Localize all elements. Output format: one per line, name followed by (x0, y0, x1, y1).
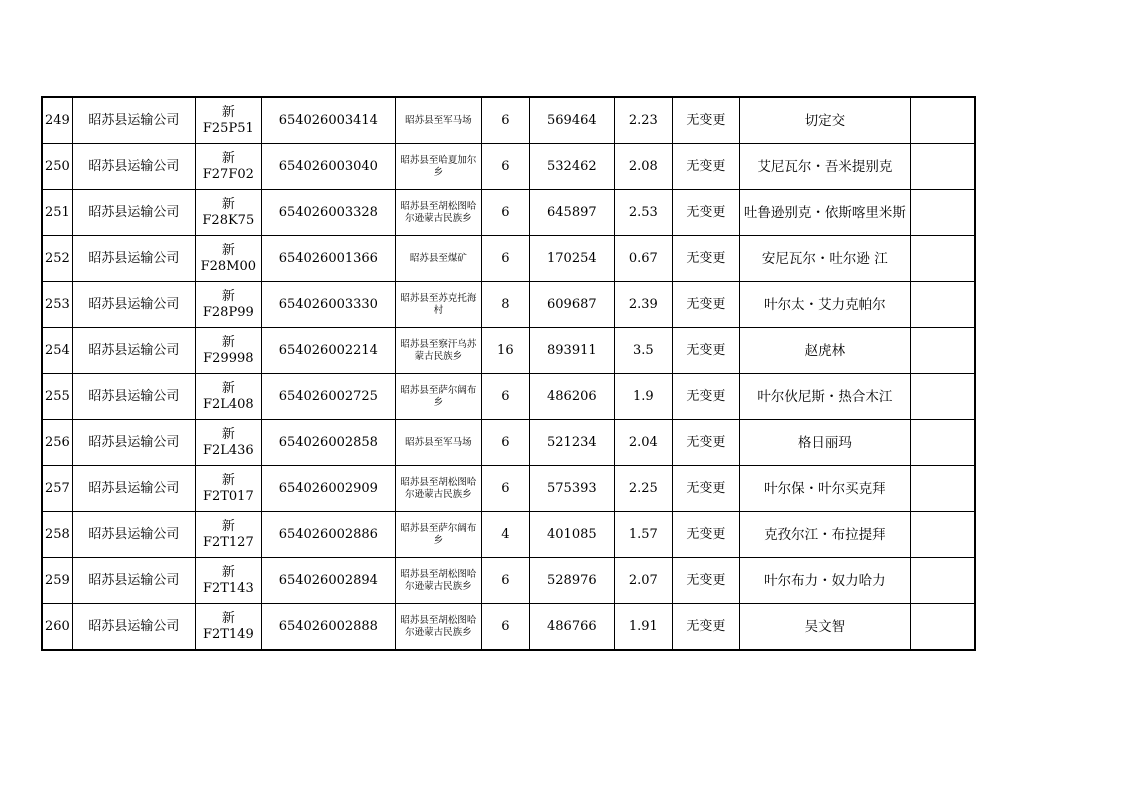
table-row (42, 512, 975, 558)
table-row (42, 558, 975, 604)
note-cell (910, 97, 975, 144)
route-cell: 昭苏县至胡松图哈尔逊蒙古民族乡 (395, 558, 481, 604)
change-status-cell: 无变更 (672, 466, 739, 512)
row-number-cell: 255 (42, 374, 72, 420)
route-cell: 昭苏县至军马场 (395, 420, 481, 466)
ratio-cell: 2.08 (614, 144, 672, 190)
change-status-cell: 无变更 (672, 97, 739, 144)
seats-cell: 6 (481, 420, 529, 466)
owner-name-cell: 叶尔保・叶尔买克拜 (739, 466, 910, 512)
note-cell (910, 190, 975, 236)
ratio-cell: 2.39 (614, 282, 672, 328)
ratio-cell: 2.25 (614, 466, 672, 512)
plate-number-cell: 新F28P99 (195, 282, 261, 328)
seats-cell: 6 (481, 190, 529, 236)
amount-cell: 486766 (529, 604, 614, 651)
change-status-cell: 无变更 (672, 144, 739, 190)
plate-number-cell: 新F2T127 (195, 512, 261, 558)
route-cell: 昭苏县至胡松图哈尔逊蒙古民族乡 (395, 604, 481, 651)
route-cell: 昭苏县至煤矿 (395, 236, 481, 282)
certificate-number-cell: 654026003040 (261, 144, 395, 190)
seats-cell: 6 (481, 97, 529, 144)
certificate-number-cell: 654026003328 (261, 190, 395, 236)
change-status-cell: 无变更 (672, 374, 739, 420)
note-cell (910, 144, 975, 190)
note-cell (910, 420, 975, 466)
table-body (42, 97, 975, 650)
plate-number-cell: 新F29998 (195, 328, 261, 374)
change-status-cell: 无变更 (672, 558, 739, 604)
table-row (42, 236, 975, 282)
owner-name-cell: 切定交 (739, 97, 910, 144)
table-row (42, 144, 975, 190)
note-cell (910, 558, 975, 604)
change-status-cell: 无变更 (672, 328, 739, 374)
row-number-cell: 258 (42, 512, 72, 558)
table-row (42, 604, 975, 651)
table-row (42, 190, 975, 236)
amount-cell: 609687 (529, 282, 614, 328)
plate-number-cell: 新F2T143 (195, 558, 261, 604)
route-cell: 昭苏县至萨尔阔布乡 (395, 374, 481, 420)
ratio-cell: 2.53 (614, 190, 672, 236)
company-cell: 昭苏县运输公司 (72, 144, 195, 190)
route-cell: 昭苏县至胡松图哈尔逊蒙古民族乡 (395, 190, 481, 236)
route-cell: 昭苏县至军马场 (395, 97, 481, 144)
seats-cell: 6 (481, 144, 529, 190)
company-cell: 昭苏县运输公司 (72, 374, 195, 420)
owner-name-cell: 叶尔布力・奴力哈力 (739, 558, 910, 604)
table-row (42, 328, 975, 374)
plate-number-cell: 新F27F02 (195, 144, 261, 190)
row-number-cell: 253 (42, 282, 72, 328)
company-cell: 昭苏县运输公司 (72, 97, 195, 144)
row-number-cell: 249 (42, 97, 72, 144)
company-cell: 昭苏县运输公司 (72, 420, 195, 466)
table-row (42, 420, 975, 466)
row-number-cell: 254 (42, 328, 72, 374)
plate-number-cell: 新F2L436 (195, 420, 261, 466)
plate-number-cell: 新F28K75 (195, 190, 261, 236)
table-row (42, 466, 975, 512)
plate-number-cell: 新F25P51 (195, 97, 261, 144)
amount-cell: 645897 (529, 190, 614, 236)
ratio-cell: 1.91 (614, 604, 672, 651)
certificate-number-cell: 654026002725 (261, 374, 395, 420)
owner-name-cell: 吐鲁逊别克・依斯喀里米斯 (739, 190, 910, 236)
note-cell (910, 512, 975, 558)
row-number-cell: 259 (42, 558, 72, 604)
change-status-cell: 无变更 (672, 236, 739, 282)
amount-cell: 486206 (529, 374, 614, 420)
owner-name-cell: 艾尼瓦尔・吾米提别克 (739, 144, 910, 190)
owner-name-cell: 叶尔伙尼斯・热合木江 (739, 374, 910, 420)
change-status-cell: 无变更 (672, 512, 739, 558)
amount-cell: 170254 (529, 236, 614, 282)
certificate-number-cell: 654026002888 (261, 604, 395, 651)
company-cell: 昭苏县运输公司 (72, 190, 195, 236)
route-cell: 昭苏县至苏克托海村 (395, 282, 481, 328)
vehicle-data-table (41, 96, 976, 651)
owner-name-cell: 克孜尔江・布拉提拜 (739, 512, 910, 558)
company-cell: 昭苏县运输公司 (72, 466, 195, 512)
certificate-number-cell: 654026002894 (261, 558, 395, 604)
row-number-cell: 252 (42, 236, 72, 282)
certificate-number-cell: 654026003330 (261, 282, 395, 328)
amount-cell: 401085 (529, 512, 614, 558)
seats-cell: 6 (481, 466, 529, 512)
seats-cell: 6 (481, 236, 529, 282)
company-cell: 昭苏县运输公司 (72, 328, 195, 374)
note-cell (910, 282, 975, 328)
amount-cell: 893911 (529, 328, 614, 374)
owner-name-cell: 吴文智 (739, 604, 910, 651)
company-cell: 昭苏县运输公司 (72, 604, 195, 651)
table-row (42, 374, 975, 420)
plate-number-cell: 新F2T149 (195, 604, 261, 651)
plate-number-cell: 新F2T017 (195, 466, 261, 512)
seats-cell: 4 (481, 512, 529, 558)
seats-cell: 6 (481, 558, 529, 604)
note-cell (910, 236, 975, 282)
ratio-cell: 2.04 (614, 420, 672, 466)
plate-number-cell: 新F28M00 (195, 236, 261, 282)
route-cell: 昭苏县至萨尔阔布乡 (395, 512, 481, 558)
row-number-cell: 260 (42, 604, 72, 651)
seats-cell: 8 (481, 282, 529, 328)
plate-number-cell: 新F2L408 (195, 374, 261, 420)
seats-cell: 6 (481, 374, 529, 420)
owner-name-cell: 安尼瓦尔・吐尔逊 江 (739, 236, 910, 282)
company-cell: 昭苏县运输公司 (72, 558, 195, 604)
amount-cell: 575393 (529, 466, 614, 512)
ratio-cell: 3.5 (614, 328, 672, 374)
amount-cell: 569464 (529, 97, 614, 144)
row-number-cell: 257 (42, 466, 72, 512)
change-status-cell: 无变更 (672, 282, 739, 328)
owner-name-cell: 赵虎林 (739, 328, 910, 374)
route-cell: 昭苏县至胡松图哈尔逊蒙古民族乡 (395, 466, 481, 512)
note-cell (910, 604, 975, 651)
company-cell: 昭苏县运输公司 (72, 282, 195, 328)
note-cell (910, 374, 975, 420)
ratio-cell: 2.07 (614, 558, 672, 604)
certificate-number-cell: 654026001366 (261, 236, 395, 282)
route-cell: 昭苏县至哈夏加尔乡 (395, 144, 481, 190)
ratio-cell: 1.57 (614, 512, 672, 558)
change-status-cell: 无变更 (672, 190, 739, 236)
owner-name-cell: 格日丽玛 (739, 420, 910, 466)
note-cell (910, 466, 975, 512)
company-cell: 昭苏县运输公司 (72, 236, 195, 282)
certificate-number-cell: 654026002886 (261, 512, 395, 558)
ratio-cell: 0.67 (614, 236, 672, 282)
ratio-cell: 2.23 (614, 97, 672, 144)
ratio-cell: 1.9 (614, 374, 672, 420)
table-row (42, 282, 975, 328)
certificate-number-cell: 654026003414 (261, 97, 395, 144)
table-row (42, 97, 975, 144)
row-number-cell: 251 (42, 190, 72, 236)
row-number-cell: 250 (42, 144, 72, 190)
certificate-number-cell: 654026002214 (261, 328, 395, 374)
seats-cell: 16 (481, 328, 529, 374)
note-cell (910, 328, 975, 374)
change-status-cell: 无变更 (672, 604, 739, 651)
change-status-cell: 无变更 (672, 420, 739, 466)
certificate-number-cell: 654026002858 (261, 420, 395, 466)
row-number-cell: 256 (42, 420, 72, 466)
seats-cell: 6 (481, 604, 529, 651)
amount-cell: 528976 (529, 558, 614, 604)
amount-cell: 521234 (529, 420, 614, 466)
owner-name-cell: 叶尔太・艾力克帕尔 (739, 282, 910, 328)
route-cell: 昭苏县至察汗乌苏蒙古民族乡 (395, 328, 481, 374)
certificate-number-cell: 654026002909 (261, 466, 395, 512)
company-cell: 昭苏县运输公司 (72, 512, 195, 558)
amount-cell: 532462 (529, 144, 614, 190)
